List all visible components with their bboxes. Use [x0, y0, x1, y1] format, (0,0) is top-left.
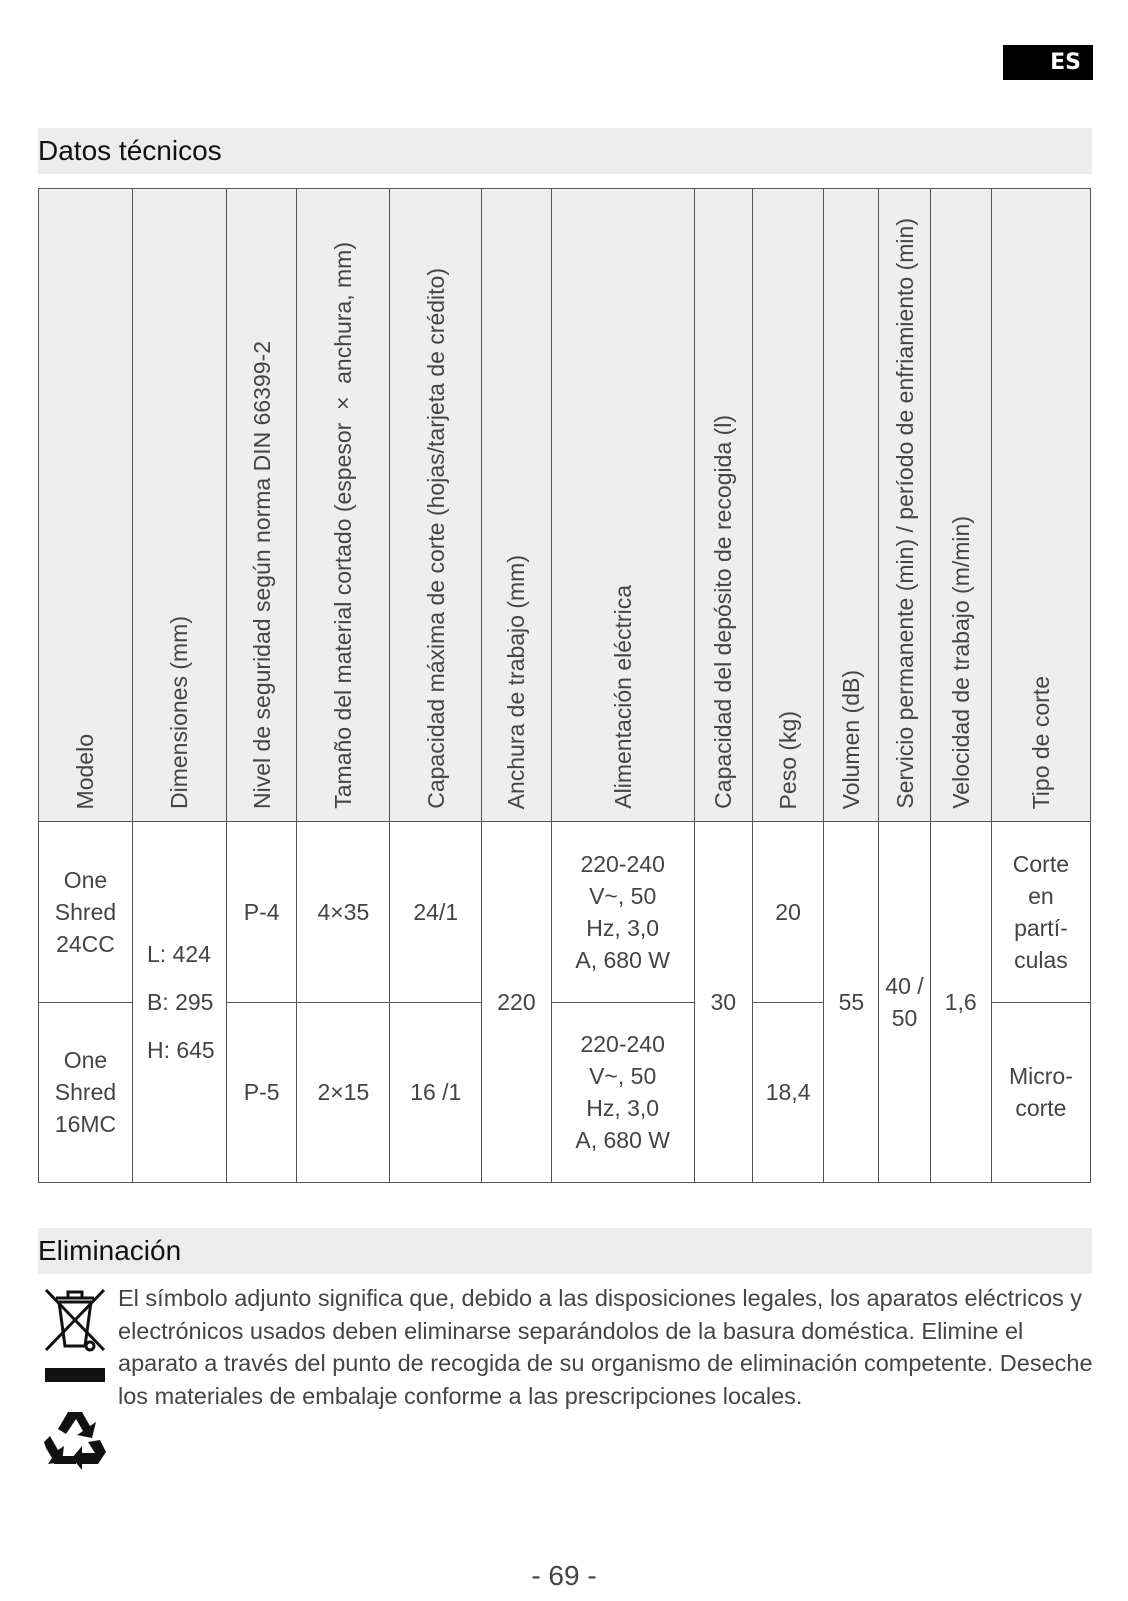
cut-size-cell: 4×35	[297, 822, 390, 1003]
model-cell: One Shred 16MC	[39, 1002, 133, 1183]
power-cell: 220-240 V~, 50 Hz, 3,0 A, 680 W	[551, 1002, 694, 1183]
header-cell: Tipo de corte	[991, 189, 1090, 822]
section-header-disposal	[38, 1228, 1092, 1274]
table-header-row	[39, 189, 1091, 822]
header-cell: Peso (kg)	[752, 189, 823, 822]
duty-cell: 40 / 50	[879, 822, 930, 1183]
weight-cell: 20	[752, 822, 823, 1003]
cut-type-cell: Corte en partí-culas	[991, 822, 1090, 1003]
security-cell: P-4	[226, 822, 296, 1003]
page-number: - 69 -	[531, 1560, 597, 1591]
header-cell: Nivel de seguridad según norma DIN 66399-2	[226, 189, 296, 822]
speed-cell: 1,6	[930, 822, 991, 1183]
section-title-disposal: Eliminación	[38, 1235, 182, 1266]
header-cell: Volumen (dB)	[824, 189, 879, 822]
table-row	[39, 822, 1091, 1003]
header-cell: Modelo	[39, 189, 133, 822]
header-cell: Dimensiones (mm)	[132, 189, 226, 822]
crossed-out-bin-icon	[42, 1286, 108, 1390]
header-cell: Servicio permanente (min) / período de enfriamiento (min)	[879, 189, 930, 822]
header-cell: Capacidad máxima de corte (hojas/tarjeta de crédito)	[390, 189, 482, 822]
weight-cell: 18,4	[752, 1002, 823, 1183]
disposal-icons	[42, 1286, 112, 1480]
model-cell: One Shred 24CC	[39, 822, 133, 1003]
capacity-cell: 24/1	[390, 822, 482, 1003]
header-cell: Velocidad de trabajo (m/min)	[930, 189, 991, 822]
power-cell: 220-240 V~, 50 Hz, 3,0 A, 680 W	[551, 822, 694, 1003]
capacity-cell: 16 /1	[390, 1002, 482, 1183]
cut-type-cell: Micro-corte	[991, 1002, 1090, 1183]
volume-cell: 55	[824, 822, 879, 1183]
cut-size-cell: 2×15	[297, 1002, 390, 1183]
language-tab: ES	[1003, 45, 1093, 80]
header-cell: Tamaño del material cortado (espesor × anchura, mm)	[297, 189, 390, 822]
work-width-cell: 220	[482, 822, 551, 1183]
security-cell: P-5	[226, 1002, 296, 1183]
header-cell: Alimentación eléctrica	[551, 189, 694, 822]
spec-table	[38, 188, 1091, 1183]
header-cell: Anchura de trabajo (mm)	[482, 189, 551, 822]
bin-capacity-cell: 30	[694, 822, 752, 1183]
dimensions-cell: L: 424 B: 295 H: 645	[132, 822, 226, 1183]
section-title-tech: Datos técnicos	[38, 135, 222, 166]
header-cell: Capacidad del depósito de recogida (l)	[694, 189, 752, 822]
recycling-icon	[42, 1406, 108, 1476]
disposal-text: El símbolo adjunto significa que, debido a las disposiciones legales, los aparatos eléctricos y electrónicos usados deben eliminarse separándolos de la basura doméstica. Elimine el aparato a través del punto de recogida de su organismo de eliminación competente. Deseche los materiales de embalaje conforme a las prescripciones locales.	[118, 1285, 1093, 1409]
section-header-tech	[38, 128, 1092, 174]
